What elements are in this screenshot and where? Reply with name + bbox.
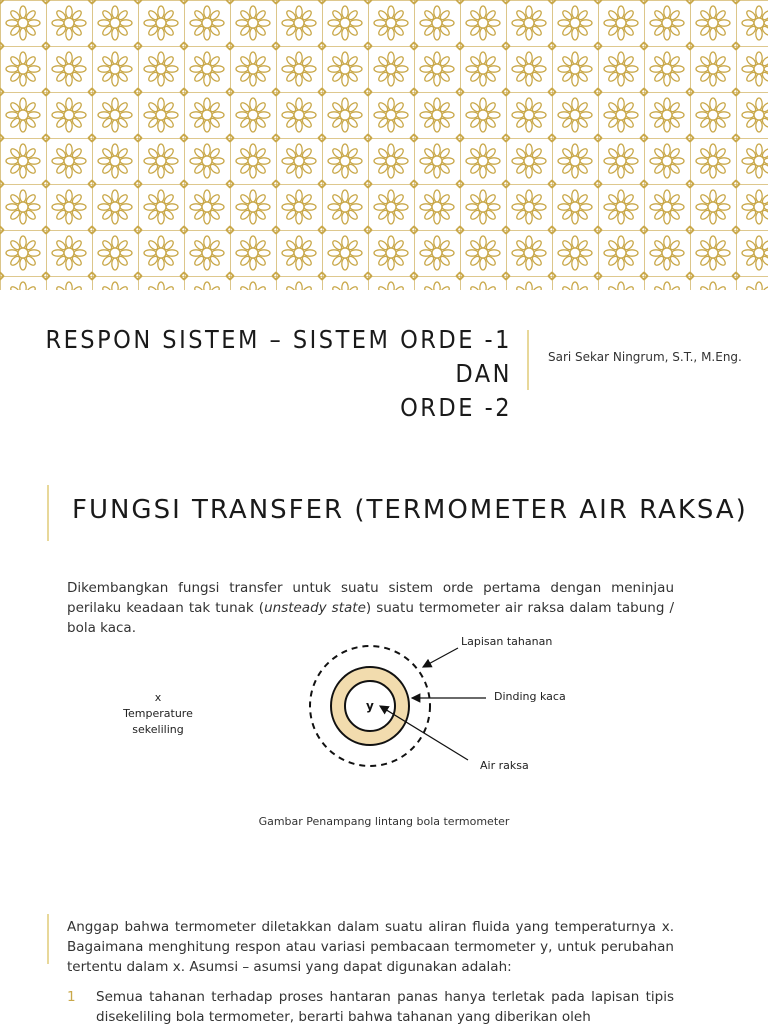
thermometer-cross-section-diagram (0, 630, 768, 840)
slide3-paragraph: Anggap bahwa termometer diletakkan dalam suatu aliran fluida yang temperaturnya x. Bagaimana menghitung respon atau variasi pembacaan termometer y, untuk perubahan tertentu dalam x. Asumsi – asumsi yang dapat digunakan adalah: (67, 919, 674, 975)
accent-bar-2 (47, 914, 49, 964)
list-number: 1 (67, 989, 76, 1005)
label-dinding-kaca: Dinding kaca (494, 690, 566, 703)
x-symbol: x (154, 691, 162, 704)
center-y-label: y (366, 699, 374, 713)
diagram-caption: Gambar Penampang lintang bola termometer (258, 815, 510, 828)
arrow-lapisan (423, 648, 458, 667)
slide1-title (0, 323, 512, 425)
para-text-1: Dikembangkan fungsi transfer untuk suatu sistem orde pertama dengan meninjau perilaku keadaan tak tunak ( (67, 580, 674, 616)
x-label-line2: sekeliling (132, 723, 184, 736)
x-label-line1: Temperature (123, 707, 193, 720)
slide2-title: FUNGSI TRANSFER (TERMOMETER AIR RAKSA) (72, 495, 748, 525)
accent-bar (47, 485, 49, 541)
slide1-title-line1: RESPON SISTEM – SISTEM ORDE -1 DAN (45, 325, 512, 388)
list-item (67, 987, 674, 1027)
slide2-paragraph (67, 578, 674, 638)
list-text: Semua tahanan terhadap proses hantaran panas hanya terletak pada lapisan tipis disekeliling bola termometer, berarti bahwa tahanan yang diberikan oleh (96, 989, 674, 1025)
para-italic: unsteady state (264, 600, 366, 616)
author-name: Sari Sekar Ningrum, S.T., M.Eng. (548, 350, 742, 364)
para-text-2: ) suatu termometer air raksa dalam tabung / bola kaca. (67, 600, 674, 636)
decorative-pattern-banner (0, 0, 768, 290)
label-air-raksa: Air raksa (480, 759, 529, 772)
title-divider (527, 330, 529, 390)
label-lapisan-tahanan: Lapisan tahanan (461, 635, 553, 648)
slide1-title-line2: ORDE -2 (400, 393, 512, 422)
